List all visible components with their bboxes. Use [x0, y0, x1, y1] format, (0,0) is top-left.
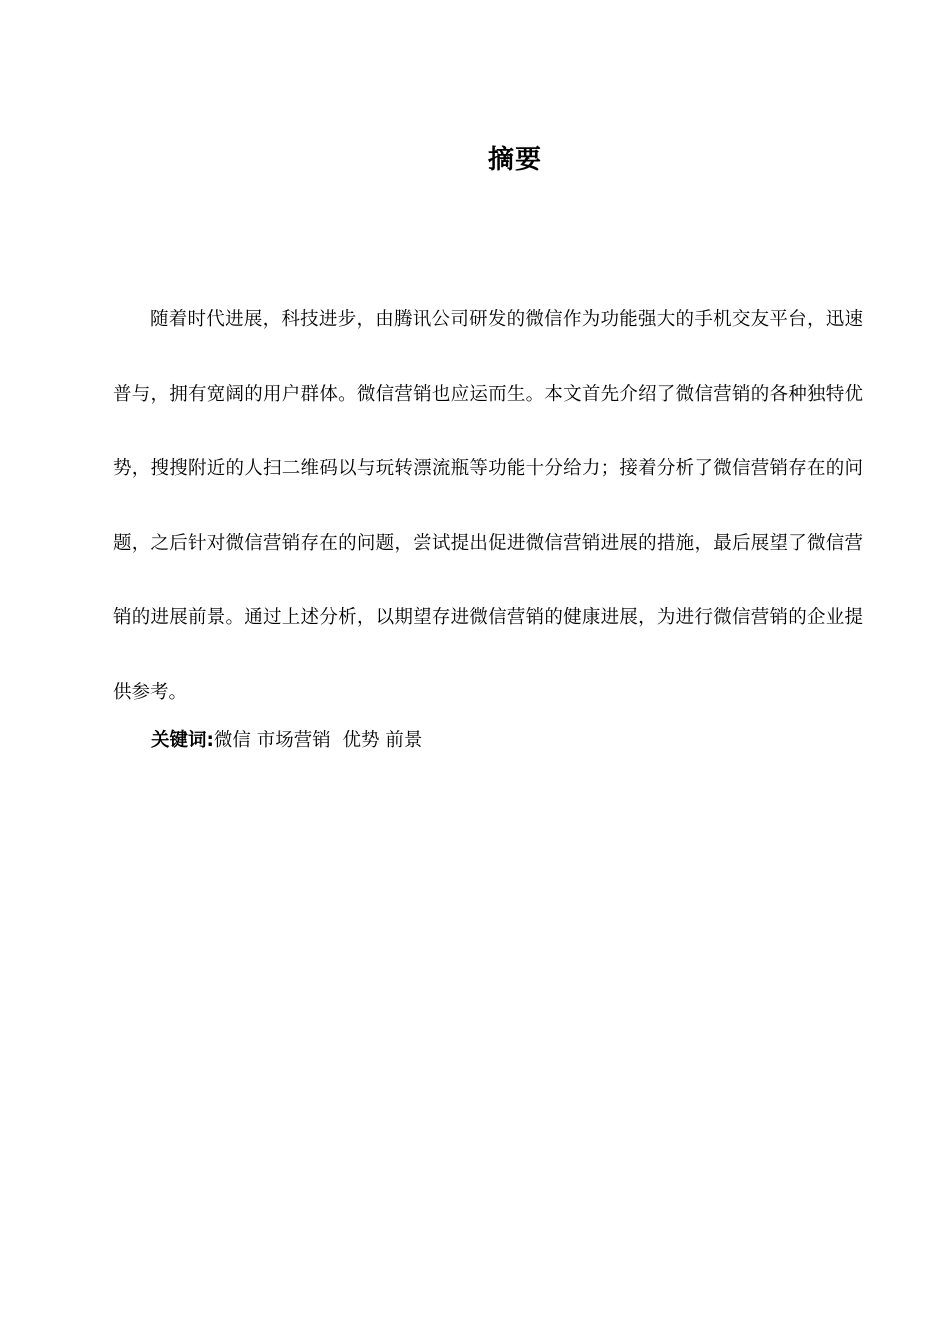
keywords-line	[151, 726, 422, 756]
keywords-label: 关键词:	[151, 730, 214, 751]
abstract-title: 摘要	[487, 145, 542, 175]
abstract-paragraph: 随着时代进展，科技进步，由腾讯公司研发的微信作为功能强大的手机交友平台，迅速普与，拥有宽阔的用户群体。微信营销也应运而生。本文首先介绍了微信营销的各种独特优势，搜搜附近的人扫二维码以与玩转漂流瓶等功能十分给力；接着分析了微信营销存在的问题，之后针对微信营销存在的问题，尝试提出促进微信营销进展的措施，最后展望了微信营销的进展前景。通过上述分析，以期望存进微信营销的健康进展，为进行微信营销的企业提供参考。	[113, 309, 863, 703]
keywords-value: 微信 市场营销 优势 前景	[213, 730, 423, 751]
